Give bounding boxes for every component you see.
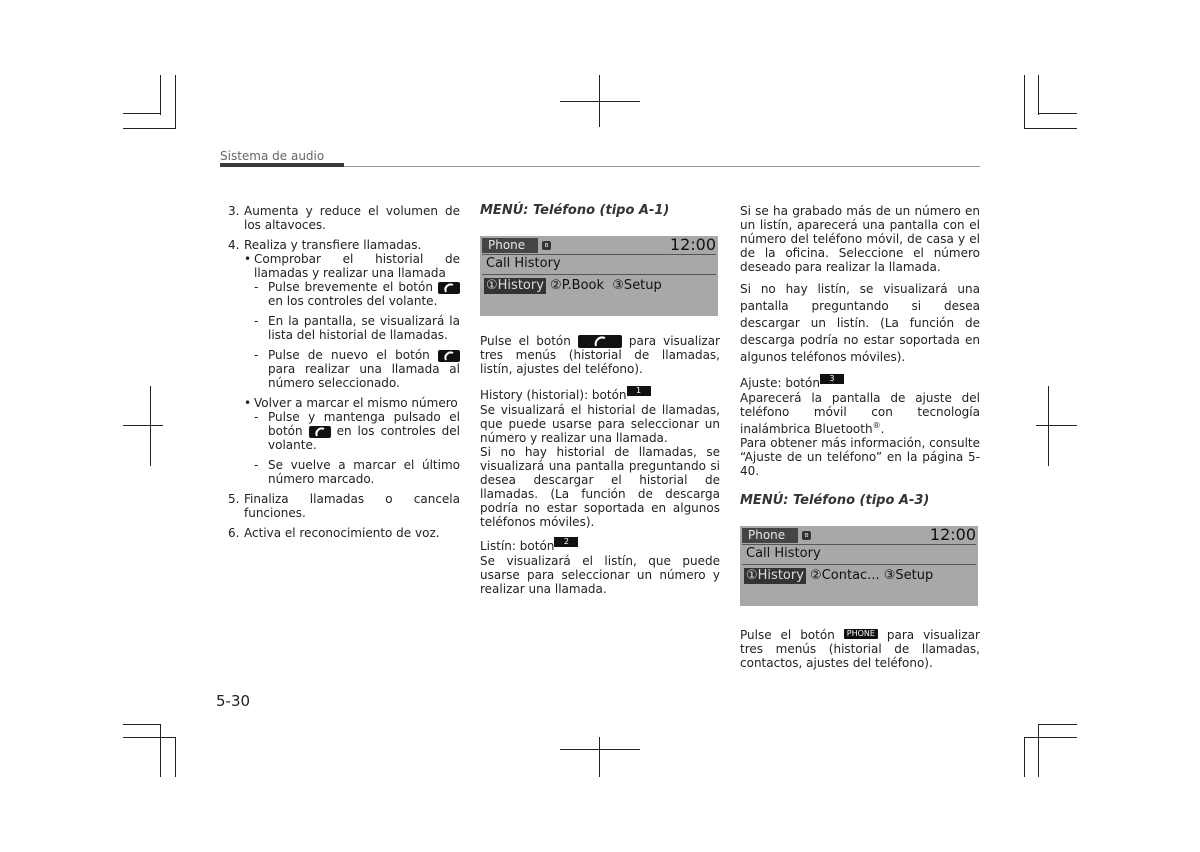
paragraph: Si se ha grabado más de un número en un listín, aparecerá una pantalla con el número del teléfono móvil, de casa y el de la oficina. Seleccione el número deseado para realizar la llamada. xyxy=(740,204,980,274)
dash-item: - Pulse brevemente el botón en los controles del volante. xyxy=(254,280,460,308)
phone-call-icon xyxy=(438,350,460,362)
menu-contacts: ②Contac... xyxy=(810,568,880,583)
crop-mark xyxy=(1038,113,1077,114)
section-title: Sistema de audio xyxy=(220,149,325,163)
crop-mark xyxy=(560,749,640,750)
paragraph: Si no hay listín, se visualizará una pantalla preguntando si desea descargar un listín. (La función de descarga podría no estar soportada en algunos teléfonos móviles). xyxy=(740,282,980,364)
crop-mark xyxy=(599,737,600,777)
crop-mark xyxy=(123,737,176,738)
bullet-item: • Volver a marcar el mismo número - Pulse y mantenga pulsado el botón en los controles del volante. - Se vuelve a marcar el último número marcado. xyxy=(244,396,460,486)
menu-pbook: ②P.Book xyxy=(550,278,605,293)
column-2 xyxy=(480,204,720,603)
phone-call-icon xyxy=(578,335,622,348)
menu-setup: ③Setup xyxy=(883,568,934,583)
list-item: 6. Activa el reconocimiento de voz. xyxy=(228,526,440,540)
crop-mark xyxy=(1038,724,1077,725)
header-bar xyxy=(220,163,344,167)
paragraph: Aparecerá la pantalla de ajuste del teléfono móvil con tecnología inalámbrica Bluetooth®. xyxy=(740,391,980,436)
crop-mark xyxy=(160,75,161,115)
subheading: History (historial): botón 1 xyxy=(480,388,720,402)
button-2-icon: 2 xyxy=(554,537,578,547)
section-heading: MENÚ: Teléfono (tipo A-1) xyxy=(480,203,670,218)
crop-mark xyxy=(175,75,176,129)
crop-mark xyxy=(123,113,161,114)
header-rule xyxy=(344,166,980,167)
phone-call-icon xyxy=(309,426,331,438)
dash-item: - Pulse y mantenga pulsado el botón en los controles del volante. xyxy=(254,410,460,452)
paragraph: Si no hay historial de llamadas, se visualizará una pantalla preguntando si desea descargar el historial de llamadas. (La función de descarga podría no estar soportada en algunos teléfonos móviles). xyxy=(480,445,720,529)
bluetooth-icon: ʙ xyxy=(802,531,811,540)
crop-mark xyxy=(1024,75,1025,129)
dash-item: - Pulse de nuevo el botón para realizar una llamada al número seleccionado. xyxy=(254,348,460,390)
crop-mark xyxy=(1024,737,1025,777)
crop-mark xyxy=(175,737,176,777)
screen-clock: 12:00 xyxy=(669,235,716,254)
crop-mark xyxy=(123,724,161,725)
phone-button-icon: PHONE xyxy=(844,629,878,639)
screen-title: Call History xyxy=(746,546,821,561)
bullet-item: • Comprobar el historial de llamadas y realizar una llamada - Pulse brevemente el botón en los controles del volante. - En la pantalla, se visualizará la lista del historial de llamadas. - Pulse de nuevo el botón para realizar una llamada al número seleccionado. xyxy=(244,252,460,390)
crop-mark xyxy=(1038,75,1039,115)
screen-title: Call History xyxy=(486,256,561,271)
phone-call-icon xyxy=(438,282,460,294)
paragraph: Pulse el botón PHONE para visualizar tres menús (historial de llamadas, contactos, ajustes del teléfono). xyxy=(740,628,980,670)
crop-mark xyxy=(560,101,640,102)
dash-item: - En la pantalla, se visualizará la lista del historial de llamadas. xyxy=(254,314,460,342)
crop-mark xyxy=(160,724,161,777)
display-screen xyxy=(740,526,978,606)
menu-setup: ③Setup xyxy=(612,278,662,293)
paragraph: Se visualizará el listín, que puede usarse para seleccionar un número y realizar una llamada. xyxy=(480,554,720,596)
crop-mark xyxy=(123,128,176,129)
crop-mark xyxy=(1024,128,1077,129)
list-item: 5. Finaliza llamadas o cancela funciones. xyxy=(228,492,460,520)
screen-phone-label: Phone xyxy=(742,528,798,543)
page-number: 5-30 xyxy=(216,692,251,710)
crop-mark xyxy=(1024,737,1077,738)
screen-clock: 12:00 xyxy=(929,525,976,544)
bluetooth-icon: ʙ xyxy=(542,241,551,250)
list-item: 4. Realiza y transfiere llamadas. • Comprobar el historial de llamadas y realizar una llamada - Pulse brevemente el botón en los controles del volante. - En la pantalla, se visualizará la lista del historial de llamadas. - Pulse de nuevo el botón para realizar una llamada al número seleccionado. • Volver a marcar el mismo número - Pulse y mantenga pulsado el botón en los controles del volante. - Se vuelve a marcar el último número marcado. xyxy=(228,238,460,486)
column-3 xyxy=(740,204,980,677)
crop-mark xyxy=(150,386,151,466)
screen-phone-label: Phone xyxy=(482,238,538,253)
screen-menu xyxy=(744,568,976,584)
crop-mark xyxy=(1038,724,1039,777)
button-3-icon: 3 xyxy=(820,374,844,384)
crop-mark xyxy=(1036,425,1077,426)
list-item: 3. Aumenta y reduce el volumen de los altavoces. xyxy=(228,204,460,232)
screen-menu xyxy=(484,278,716,294)
paragraph: Pulse el botón para visualizar tres menús (historial de llamadas, listín, ajustes del teléfono). xyxy=(480,334,720,376)
menu-history: ①History xyxy=(746,568,804,583)
subheading: Listín: botón 2 xyxy=(480,539,720,553)
column-1 xyxy=(228,204,460,546)
menu-history: ①History xyxy=(486,278,544,293)
subheading: Ajuste: botón 3 xyxy=(740,376,980,390)
display-screen xyxy=(480,236,718,316)
section-heading: MENÚ: Teléfono (tipo A-3) xyxy=(740,493,930,508)
dash-item: - Se vuelve a marcar el último número marcado. xyxy=(254,458,460,486)
crop-mark xyxy=(1048,386,1049,466)
crop-mark xyxy=(123,425,163,426)
paragraph: Se visualizará el historial de llamadas, que puede usarse para seleccionar un número y realizar una llamada. xyxy=(480,403,720,445)
paragraph: Para obtener más información, consulte “Ajuste de un teléfono” en la página 5-40. xyxy=(740,436,980,478)
button-1-icon: 1 xyxy=(627,386,651,396)
